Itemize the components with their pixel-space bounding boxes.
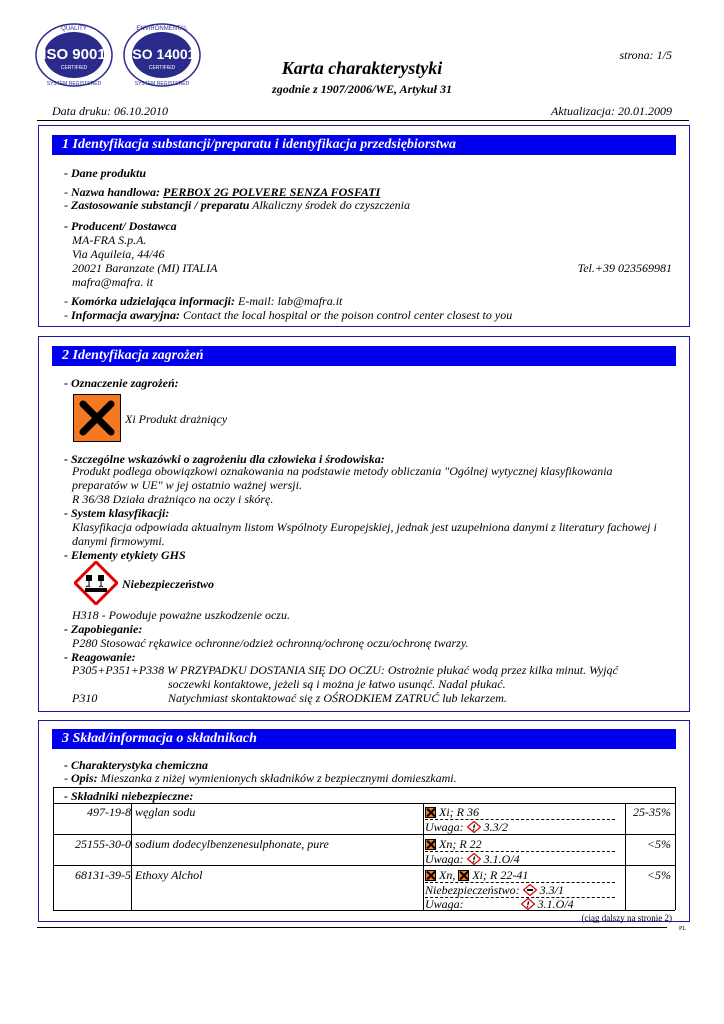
svg-text:ISO 14001: ISO 14001 (128, 46, 196, 62)
table-right-border (675, 787, 676, 910)
page-number: strona: 1/5 (619, 48, 672, 62)
description-line: - Opis: Mieszanka z niżej wymienionych składników z bezpiecznymi domieszkami. (64, 771, 457, 785)
special-text-2: preparatów w UE" w jej ostatnio ważnej wersji. (72, 478, 302, 492)
svg-text:CERTIFIED: CERTIFIED (60, 65, 88, 71)
print-date: Data druku: 06.10.2010 (52, 104, 168, 118)
h318-statement: H318 - Powoduje poważne uszkodzenie oczu. (72, 608, 290, 622)
table-row: 25155-30-0 sodium dodecylbenzenesulphonate, pure Xn; R 22 Uwaga: ! 3.1.O/4 <5% (53, 834, 675, 866)
section-1-heading: 1 Identyfikacja substancji/preparatu i identyfikacja przedsiębiorstwa (52, 135, 676, 155)
svg-text:!: ! (471, 855, 476, 865)
special-text-3: R 36/38 Działa drażniąco na oczy i skórę. (72, 492, 274, 506)
ghs-label: - Elementy etykiety GHS (64, 548, 186, 562)
svg-text:ISO 9001: ISO 9001 (42, 46, 106, 63)
exclamation-diamond-icon (467, 853, 481, 865)
info-line: - Komórka udzielająca informacji: E-mail: lab@mafra.it (64, 294, 343, 308)
xi-label: Xi Produkt drażniący (125, 412, 228, 426)
table-top-border (53, 787, 675, 788)
xi-irritant-icon (73, 394, 121, 442)
ghs05-corrosion-icon (74, 561, 118, 605)
svg-text:SYSTEM REGISTERED: SYSTEM REGISTERED (46, 81, 102, 87)
p280-statement: P280 Stosować rękawice ochronne/odzież ochronną/ochronę oczu/ochronę twarzy. (72, 636, 469, 650)
response-label: - Reagowanie: (64, 650, 136, 664)
producer-phone: Tel.+39 023569981 (577, 261, 672, 275)
corrosion-diamond-icon (523, 884, 537, 896)
producer-email: mafra@mafra. it (72, 275, 154, 289)
producer-street: Via Aquileia, 44/46 (72, 247, 165, 261)
update-date: Aktualizacja: 20.01.2009 (551, 104, 672, 118)
continued-note: (ciąg dalszy na stronie 2) (581, 913, 672, 923)
exclamation-diamond-icon (467, 821, 481, 833)
hazardous-components-label: - Składniki niebezpieczne: (64, 789, 194, 803)
svg-text:CERTIFIED: CERTIFIED (148, 65, 176, 71)
xn-small-icon (425, 839, 436, 850)
special-text-1: Produkt podlega obowiązkowi oznakowania na podstawie metody obliczania "Ogólnej wytycznej klasyfikowania (72, 464, 613, 478)
p305-statement: P305+P351+P338 W PRZYPADKU DOSTANIA SIĘ DO OCZU: Ostrożnie płukać wodą przez kilka minut. Wyjąć (72, 663, 618, 677)
system-text-1: Klasyfikacja odpowiada aktualnym listom Wspólnoty Europejskiej, jednak jest uzupełniona danymi z literatury fachowej i (72, 520, 657, 534)
section-2-heading: 2 Identyfikacja zagrożeń (52, 346, 676, 366)
p305-statement-cont: soczewki kontaktowe, jeżeli są i można je łatwo usunąć. Nadal płukać. (168, 677, 506, 691)
components-table (53, 803, 675, 910)
svg-text:!: ! (471, 823, 476, 833)
product-data-label: - Dane produktu (64, 166, 147, 180)
svg-text:!: ! (525, 900, 530, 910)
table-row: 497-19-8 węglan sodu Xi; R 36 Uwaga: ! 3.3/2 25-35% (53, 803, 675, 835)
document-title: Karta charakterystyki (281, 58, 443, 78)
emergency-line: - Informacja awaryjna: Contact the local hospital or the poison control center closest to you (64, 308, 513, 322)
table-row: 68131-39-5 Ethoxy Alchol Xn, Xi; R 22-41 Niebezpieczeństwo: 3.3/1 Uwaga: ! 3.1.O/4 <5% (53, 865, 675, 911)
signal-word: Niebezpieczeństwo (122, 577, 214, 591)
svg-text:QUALITY: QUALITY (61, 26, 87, 32)
xi-small-icon (458, 870, 469, 881)
use-line: - Zastosowanie substancji / preparatu Alkaliczny środek do czyszczenia (64, 198, 411, 212)
marking-label: - Oznaczenie zagrożeń: (64, 376, 179, 390)
producer-name: MA-FRA S.p.A. (72, 233, 147, 247)
system-text-2: danymi firmowymi. (72, 534, 165, 548)
p310-code: P310 (72, 691, 98, 705)
chem-char-label: - Charakterystyka chemiczna (64, 758, 208, 772)
producer-label: - Producent/ Dostawca (64, 219, 177, 233)
special-label: - Szczególne wskazówki o zagrożeniu dla człowieka i środowiska: (64, 452, 385, 466)
document-subtitle: zgodnie z 1907/2006/WE, Artykuł 31 (272, 82, 452, 96)
header-divider (37, 120, 689, 121)
exclamation-diamond-icon (521, 898, 535, 910)
system-label: - System klasyfikacji: (64, 506, 170, 520)
xn-small-icon (425, 870, 436, 881)
footer-divider (37, 927, 667, 928)
prevention-label: - Zapobieganie: (64, 622, 143, 636)
language-code: PL (678, 926, 686, 932)
section-3-heading: 3 Skład/informacja o składnikach (52, 729, 676, 749)
p310-statement: Natychmiast skontaktować się z OŚRODKIEM ZATRUĆ lub lekarzem. (168, 691, 507, 705)
trade-name-line: - Nazwa handlowa: PERBOX 2G POLVERE SENZA FOSFATI (64, 185, 381, 199)
svg-text:ENVIRONMENTAL: ENVIRONMENTAL (136, 26, 188, 32)
svg-text:SYSTEM REGISTERED: SYSTEM REGISTERED (134, 81, 190, 87)
xi-small-icon (425, 807, 436, 818)
producer-city: 20021 Baranzate (MI) ITALIA (72, 261, 218, 275)
